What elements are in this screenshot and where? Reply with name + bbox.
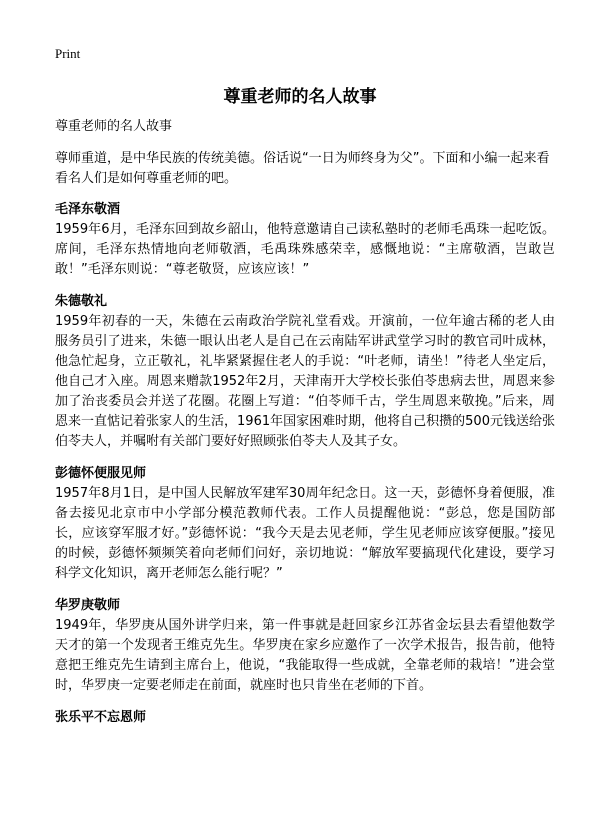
story-section-hua (55, 596, 555, 696)
story-section-mao (55, 200, 555, 280)
story-section-zhu (55, 292, 555, 452)
story-section-zhang (55, 708, 555, 728)
article-content (55, 117, 555, 740)
section-heading: 华罗庚敬师 (55, 598, 121, 613)
section-heading: 朱德敬礼 (55, 294, 108, 309)
section-heading: 毛泽东敬酒 (55, 202, 121, 217)
section-body: 1959年初春的一天，朱德在云南政治学院礼堂看戏。开演前，一位年逾古稀的老人由服务员引了进来，朱德一眼认出老人是自己在云南陆军讲武堂学习时的教官司叶成林，他急忙起身，立正敬礼，礼毕紧紧握住老人的手说：“叶老师，请坐！”待老人坐定后，他自己才入座。周恩来赠款1952年2月，天津南开大学校长张伯苓患病去世，周恩来参加了治丧委员会并送了花圈。花圈上写道：“伯苓师千古，学生周恩来敬挽。”后来，周恩来一直惦记着张家人的生活，1961年国家困难时期，他将自己积攒的500元钱送给张伯苓夫人，并嘱咐有关部门要好好照顾张伯苓夫人及其子女。 (55, 314, 555, 449)
article-intro: 尊师重道，是中华民族的传统美德。俗话说“一日为师终身为父”。下面和小编一起来看看名人们是如何尊重老师的吧。 (55, 151, 550, 186)
page-title: 尊重老师的名人故事 (223, 87, 377, 107)
print-link[interactable]: Print (55, 46, 81, 61)
section-body: 1949年，华罗庚从国外讲学归来，第一件事就是赶回家乡江苏省金坛县去看望他数学天才的第一个发现者王维克先生。华罗庚在家乡应邀作了一次学术报告，报告前，他特意把王维克先生请到主席台上，他说，“我能取得一些成就，全靠老师的栽培！”进会堂时，华罗庚一定要老师走在前面，就座时也只肯坐在老师的下首。 (55, 618, 555, 693)
section-heading: 张乐平不忘恩师 (55, 710, 147, 725)
section-body: 1957年8月1日，是中国人民解放军建军30周年纪念日。这一天，彭德怀身着便服，准备去接见北京市中小学部分模范教师代表。工作人员提醒他说：“彭总，您是国防部长，应该穿军服才好。”彭德怀说：“我今天是去见老师，学生见老师应该穿便服。”接见的时候，彭德怀频频笑着向老师们问好，亲切地说：“解放军要搞现代化建设，要学习科学文化知识，离开老师怎么能行呢？” (55, 486, 555, 581)
section-heading: 彭德怀便服见师 (55, 466, 147, 481)
article-subtitle: 尊重老师的名人故事 (55, 119, 173, 134)
story-section-peng (55, 464, 555, 584)
section-body: 1959年6月，毛泽东回到故乡韶山，他特意邀请自己读私塾时的老师毛禹珠一起吃饭。席间，毛泽东热情地向老师敬酒，毛禹珠殊感荣幸，感慨地说：“主席敬酒，岂敢岂敢！”毛泽东则说：“尊老敬贤，应该应该！” (55, 222, 555, 277)
